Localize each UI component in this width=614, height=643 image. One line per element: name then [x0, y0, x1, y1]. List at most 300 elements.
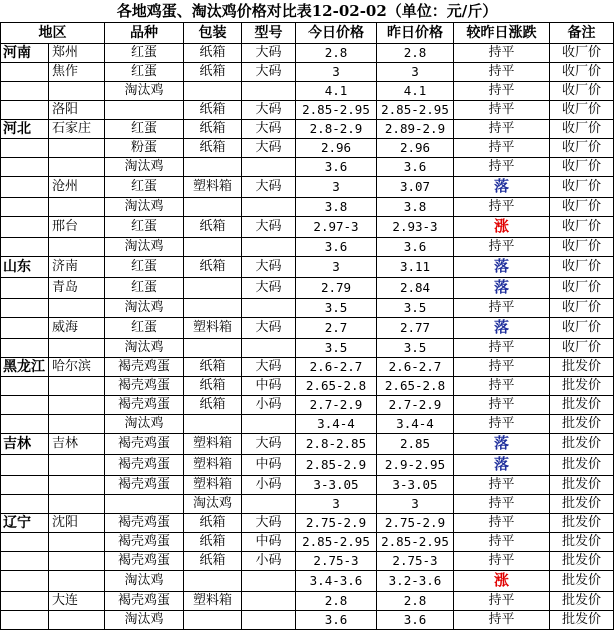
variety-cell-text: 褐壳鸡蛋 — [117, 553, 170, 568]
note-cell — [550, 434, 614, 455]
note-cell-text: 收厂价 — [561, 45, 601, 60]
change-cell-text: 持平 — [488, 83, 515, 98]
city-cell-text: 威海 — [52, 320, 79, 335]
packaging-cell — [184, 339, 242, 358]
size-cell-text: 大码 — [255, 179, 282, 194]
yesterday-price-cell-text: 3.11 — [399, 259, 431, 274]
yesterday-price-cell — [377, 82, 454, 101]
size-cell — [242, 318, 296, 339]
packaging-cell-text: 塑料箱 — [192, 457, 232, 472]
province-cell — [1, 396, 49, 415]
city-cell — [49, 415, 105, 434]
city-cell — [49, 63, 105, 82]
yesterday-price-cell-text: 3.6 — [403, 239, 427, 254]
today-price-cell-text: 3.5 — [324, 300, 348, 315]
city-cell — [49, 611, 105, 630]
today-price-cell-text: 2.97-3 — [313, 219, 359, 234]
variety-cell-text: 红蛋 — [130, 259, 157, 274]
change-cell — [454, 514, 550, 533]
table-row — [1, 318, 614, 339]
variety-cell — [105, 198, 184, 217]
change-cell-text: 落 — [493, 278, 509, 296]
note-cell — [550, 238, 614, 257]
note-cell-text: 批发价 — [561, 573, 601, 588]
province-cell — [1, 63, 49, 82]
yesterday-price-cell-text: 4.1 — [403, 83, 427, 98]
variety-cell-text: 褐壳鸡蛋 — [117, 457, 170, 472]
city-cell-text: 沧州 — [52, 179, 79, 194]
table-row — [1, 299, 614, 318]
header-change: 较昨日涨跌 — [454, 23, 550, 44]
note-cell-text: 批发价 — [561, 553, 601, 568]
today-price-cell — [296, 455, 377, 476]
variety-cell — [105, 434, 184, 455]
change-cell — [454, 101, 550, 120]
today-price-cell — [296, 238, 377, 257]
yesterday-price-cell — [377, 101, 454, 120]
note-cell — [550, 514, 614, 533]
today-price-cell-text: 2.8-2.9 — [309, 121, 363, 136]
size-cell-text: 大码 — [255, 219, 282, 234]
note-cell — [550, 552, 614, 571]
change-cell — [454, 198, 550, 217]
today-price-cell-text: 3.4-3.6 — [309, 573, 363, 588]
change-cell-text: 持平 — [488, 121, 515, 136]
variety-cell — [105, 358, 184, 377]
note-cell-text: 收厂价 — [561, 121, 601, 136]
change-cell-text: 持平 — [488, 477, 515, 492]
yesterday-price-cell — [377, 63, 454, 82]
yesterday-price-cell-text: 3 — [411, 64, 419, 79]
yesterday-price-cell — [377, 434, 454, 455]
header-yesterday-price: 昨日价格 — [377, 23, 454, 44]
note-cell-text: 批发价 — [561, 397, 601, 412]
variety-cell-text: 褐壳鸡蛋 — [117, 534, 170, 549]
note-cell-text: 批发价 — [561, 515, 601, 530]
city-cell — [49, 120, 105, 139]
packaging-cell — [184, 476, 242, 495]
variety-cell — [105, 476, 184, 495]
size-cell — [242, 495, 296, 514]
note-cell-text: 收厂价 — [561, 280, 601, 295]
change-cell-text: 持平 — [488, 239, 515, 254]
note-cell — [550, 533, 614, 552]
note-cell — [550, 217, 614, 238]
packaging-cell-text: 纸箱 — [199, 534, 226, 549]
variety-cell-text: 褐壳鸡蛋 — [117, 378, 170, 393]
packaging-cell-text: 纸箱 — [199, 259, 226, 274]
variety-cell — [105, 592, 184, 611]
yesterday-price-cell — [377, 455, 454, 476]
variety-cell-text: 淘汰鸡 — [124, 239, 164, 254]
table-row — [1, 278, 614, 299]
note-cell-text: 收厂价 — [561, 340, 601, 355]
change-cell-text: 持平 — [488, 300, 515, 315]
size-cell — [242, 415, 296, 434]
yesterday-price-cell-text: 2.84 — [399, 280, 431, 295]
packaging-cell — [184, 63, 242, 82]
table-row — [1, 198, 614, 217]
change-cell — [454, 377, 550, 396]
size-cell — [242, 82, 296, 101]
change-cell — [454, 339, 550, 358]
province-cell — [1, 44, 49, 63]
today-price-cell — [296, 299, 377, 318]
city-cell — [49, 434, 105, 455]
table-row — [1, 217, 614, 238]
yesterday-price-cell-text: 2.6-2.7 — [388, 359, 442, 374]
note-cell — [550, 377, 614, 396]
size-cell — [242, 120, 296, 139]
province-cell-text: 黑龙江 — [3, 359, 45, 375]
change-cell-text: 持平 — [488, 593, 515, 608]
note-cell — [550, 495, 614, 514]
size-cell — [242, 339, 296, 358]
packaging-cell — [184, 592, 242, 611]
province-cell — [1, 434, 49, 455]
yesterday-price-cell — [377, 396, 454, 415]
change-cell-text: 落 — [493, 434, 509, 452]
yesterday-price-cell — [377, 257, 454, 278]
variety-cell-text: 红蛋 — [130, 179, 157, 194]
packaging-cell-text: 纸箱 — [199, 140, 226, 155]
note-cell-text: 批发价 — [561, 359, 601, 374]
variety-cell — [105, 571, 184, 592]
note-cell — [550, 198, 614, 217]
table-row — [1, 238, 614, 257]
province-cell-text: 山东 — [3, 259, 31, 275]
today-price-cell — [296, 476, 377, 495]
city-cell — [49, 238, 105, 257]
header-variety: 品种 — [105, 23, 184, 44]
note-cell — [550, 299, 614, 318]
packaging-cell-text: 淘汰鸡 — [192, 496, 232, 511]
today-price-cell-text: 3 — [332, 64, 340, 79]
note-cell-text: 批发价 — [561, 593, 601, 608]
variety-cell — [105, 415, 184, 434]
variety-cell — [105, 339, 184, 358]
today-price-cell — [296, 139, 377, 158]
city-cell — [49, 552, 105, 571]
note-cell — [550, 396, 614, 415]
size-cell — [242, 592, 296, 611]
today-price-cell — [296, 533, 377, 552]
packaging-cell — [184, 278, 242, 299]
today-price-cell-text: 3.8 — [324, 199, 348, 214]
packaging-cell — [184, 44, 242, 63]
packaging-cell — [184, 396, 242, 415]
variety-cell — [105, 514, 184, 533]
table-row — [1, 571, 614, 592]
table-row — [1, 63, 614, 82]
today-price-cell-text: 3.5 — [324, 340, 348, 355]
header-region: 地区 — [1, 23, 105, 44]
today-price-cell-text: 2.75-2.9 — [305, 515, 367, 530]
packaging-cell-text: 塑料箱 — [192, 320, 232, 335]
city-cell — [49, 377, 105, 396]
yesterday-price-cell-text: 3.8 — [403, 199, 427, 214]
change-cell-text: 持平 — [488, 378, 515, 393]
size-cell — [242, 455, 296, 476]
today-price-cell-text: 2.85-2.95 — [302, 102, 370, 117]
province-cell — [1, 139, 49, 158]
today-price-cell-text: 2.7-2.9 — [309, 397, 363, 412]
note-cell — [550, 415, 614, 434]
province-cell — [1, 339, 49, 358]
today-price-cell — [296, 278, 377, 299]
packaging-cell-text: 纸箱 — [199, 378, 226, 393]
packaging-cell — [184, 158, 242, 177]
change-cell-text: 持平 — [488, 340, 515, 355]
today-price-cell — [296, 257, 377, 278]
province-cell — [1, 217, 49, 238]
table-row — [1, 101, 614, 120]
packaging-cell — [184, 120, 242, 139]
note-cell — [550, 592, 614, 611]
note-cell — [550, 611, 614, 630]
province-cell — [1, 514, 49, 533]
yesterday-price-cell — [377, 177, 454, 198]
note-cell-text: 批发价 — [561, 436, 601, 451]
today-price-cell-text: 2.6-2.7 — [309, 359, 363, 374]
today-price-cell-text: 3 — [332, 259, 340, 274]
change-cell — [454, 455, 550, 476]
city-cell-text: 青岛 — [52, 280, 79, 295]
variety-cell — [105, 299, 184, 318]
change-cell — [454, 120, 550, 139]
note-cell — [550, 571, 614, 592]
size-cell — [242, 63, 296, 82]
variety-cell — [105, 455, 184, 476]
variety-cell — [105, 44, 184, 63]
variety-cell-text: 淘汰鸡 — [124, 83, 164, 98]
change-cell — [454, 396, 550, 415]
change-cell — [454, 476, 550, 495]
change-cell — [454, 177, 550, 198]
size-cell-text: 大码 — [255, 436, 282, 451]
change-cell — [454, 63, 550, 82]
table-row — [1, 377, 614, 396]
city-cell — [49, 82, 105, 101]
size-cell-text: 大码 — [255, 259, 282, 274]
province-cell — [1, 257, 49, 278]
size-cell-text: 大码 — [255, 359, 282, 374]
yesterday-price-cell-text: 2.75-3 — [392, 553, 438, 568]
yesterday-price-cell — [377, 611, 454, 630]
change-cell — [454, 278, 550, 299]
change-cell — [454, 611, 550, 630]
size-cell — [242, 177, 296, 198]
change-cell — [454, 552, 550, 571]
province-cell-text: 河南 — [3, 45, 31, 61]
header-today-price: 今日价格 — [296, 23, 377, 44]
variety-cell — [105, 495, 184, 514]
note-cell-text: 收厂价 — [561, 159, 601, 174]
today-price-cell-text: 2.79 — [320, 280, 352, 295]
yesterday-price-cell — [377, 377, 454, 396]
yesterday-price-cell-text: 3.2-3.6 — [388, 573, 442, 588]
yesterday-price-cell-text: 2.85-2.95 — [381, 534, 449, 549]
packaging-cell-text: 纸箱 — [199, 553, 226, 568]
today-price-cell — [296, 396, 377, 415]
packaging-cell — [184, 299, 242, 318]
change-cell — [454, 533, 550, 552]
change-cell — [454, 299, 550, 318]
variety-cell-text: 褐壳鸡蛋 — [117, 397, 170, 412]
city-cell — [49, 278, 105, 299]
yesterday-price-cell-text: 3.5 — [403, 340, 427, 355]
header-row — [1, 23, 614, 44]
size-cell — [242, 476, 296, 495]
note-cell — [550, 63, 614, 82]
province-cell — [1, 533, 49, 552]
note-cell-text: 收厂价 — [561, 102, 601, 117]
today-price-cell-text: 2.8 — [324, 45, 348, 60]
change-cell — [454, 139, 550, 158]
city-cell-text: 吉林 — [52, 436, 79, 451]
variety-cell — [105, 238, 184, 257]
city-cell-text: 济南 — [52, 259, 79, 274]
yesterday-price-cell-text: 3.6 — [403, 159, 427, 174]
table-row — [1, 476, 614, 495]
change-cell-text: 持平 — [488, 534, 515, 549]
table-row — [1, 396, 614, 415]
variety-cell — [105, 377, 184, 396]
variety-cell-text: 淘汰鸡 — [124, 199, 164, 214]
today-price-cell-text: 3.6 — [324, 159, 348, 174]
province-cell — [1, 476, 49, 495]
packaging-cell — [184, 495, 242, 514]
province-cell — [1, 198, 49, 217]
table-row — [1, 611, 614, 630]
province-cell — [1, 611, 49, 630]
note-cell — [550, 257, 614, 278]
note-cell — [550, 139, 614, 158]
note-cell-text: 收厂价 — [561, 300, 601, 315]
change-cell-text: 持平 — [488, 64, 515, 79]
province-cell — [1, 495, 49, 514]
table-row — [1, 120, 614, 139]
table-row — [1, 339, 614, 358]
size-cell-text: 中码 — [255, 534, 282, 549]
variety-cell — [105, 257, 184, 278]
variety-cell — [105, 396, 184, 415]
province-cell — [1, 318, 49, 339]
table-row — [1, 495, 614, 514]
city-cell — [49, 158, 105, 177]
province-cell — [1, 592, 49, 611]
variety-cell-text: 褐壳鸡蛋 — [117, 515, 170, 530]
change-cell — [454, 571, 550, 592]
yesterday-price-cell — [377, 592, 454, 611]
city-cell-text: 洛阳 — [52, 102, 79, 117]
city-cell — [49, 533, 105, 552]
note-cell-text: 批发价 — [561, 457, 601, 472]
packaging-cell-text: 塑料箱 — [192, 179, 232, 194]
yesterday-price-cell-text: 3 — [411, 496, 419, 511]
today-price-cell-text: 2.96 — [320, 140, 352, 155]
change-cell-text: 涨 — [493, 571, 509, 589]
change-cell — [454, 158, 550, 177]
header-packaging: 包装 — [184, 23, 242, 44]
variety-cell — [105, 611, 184, 630]
change-cell-text: 持平 — [488, 515, 515, 530]
province-cell — [1, 299, 49, 318]
province-cell-text: 河北 — [3, 121, 31, 137]
size-cell-text: 小码 — [255, 477, 282, 492]
variety-cell — [105, 63, 184, 82]
note-cell — [550, 120, 614, 139]
change-cell — [454, 318, 550, 339]
packaging-cell-text: 纸箱 — [199, 397, 226, 412]
change-cell — [454, 415, 550, 434]
city-cell — [49, 139, 105, 158]
table-row — [1, 82, 614, 101]
header-note: 备注 — [550, 23, 614, 44]
yesterday-price-cell-text: 2.85 — [399, 436, 431, 451]
yesterday-price-cell — [377, 339, 454, 358]
price-table — [0, 22, 614, 630]
packaging-cell — [184, 611, 242, 630]
today-price-cell — [296, 434, 377, 455]
change-cell-text: 落 — [493, 257, 509, 275]
city-cell-text: 焦作 — [52, 64, 79, 79]
today-price-cell-text: 2.8 — [324, 593, 348, 608]
today-price-cell-text: 4.1 — [324, 83, 348, 98]
note-cell-text: 收厂价 — [561, 140, 601, 155]
change-cell — [454, 82, 550, 101]
city-cell-text: 大连 — [52, 593, 79, 608]
note-cell-text: 批发价 — [561, 477, 601, 492]
packaging-cell — [184, 238, 242, 257]
city-cell-text: 邢台 — [52, 219, 79, 234]
note-cell-text: 批发价 — [561, 416, 601, 431]
size-cell — [242, 101, 296, 120]
variety-cell — [105, 278, 184, 299]
change-cell — [454, 434, 550, 455]
note-cell — [550, 358, 614, 377]
packaging-cell-text: 纸箱 — [199, 359, 226, 374]
size-cell-text: 大码 — [255, 320, 282, 335]
today-price-cell — [296, 82, 377, 101]
variety-cell — [105, 82, 184, 101]
note-cell-text: 收厂价 — [561, 219, 601, 234]
table-row — [1, 358, 614, 377]
yesterday-price-cell-text: 2.96 — [399, 140, 431, 155]
today-price-cell — [296, 120, 377, 139]
today-price-cell — [296, 101, 377, 120]
today-price-cell — [296, 415, 377, 434]
city-cell — [49, 339, 105, 358]
variety-cell-text: 褐壳鸡蛋 — [117, 477, 170, 492]
note-cell-text: 收厂价 — [561, 259, 601, 274]
variety-cell-text: 红蛋 — [130, 320, 157, 335]
packaging-cell-text: 塑料箱 — [192, 436, 232, 451]
variety-cell — [105, 318, 184, 339]
city-cell — [49, 198, 105, 217]
yesterday-price-cell — [377, 139, 454, 158]
change-cell-text: 持平 — [488, 553, 515, 568]
size-cell — [242, 198, 296, 217]
today-price-cell — [296, 377, 377, 396]
variety-cell — [105, 101, 184, 120]
today-price-cell — [296, 571, 377, 592]
variety-cell-text: 粉蛋 — [130, 140, 157, 155]
size-cell-text: 中码 — [255, 457, 282, 472]
variety-cell — [105, 120, 184, 139]
yesterday-price-cell-text: 3.4-4 — [396, 416, 434, 431]
change-cell-text: 持平 — [488, 159, 515, 174]
